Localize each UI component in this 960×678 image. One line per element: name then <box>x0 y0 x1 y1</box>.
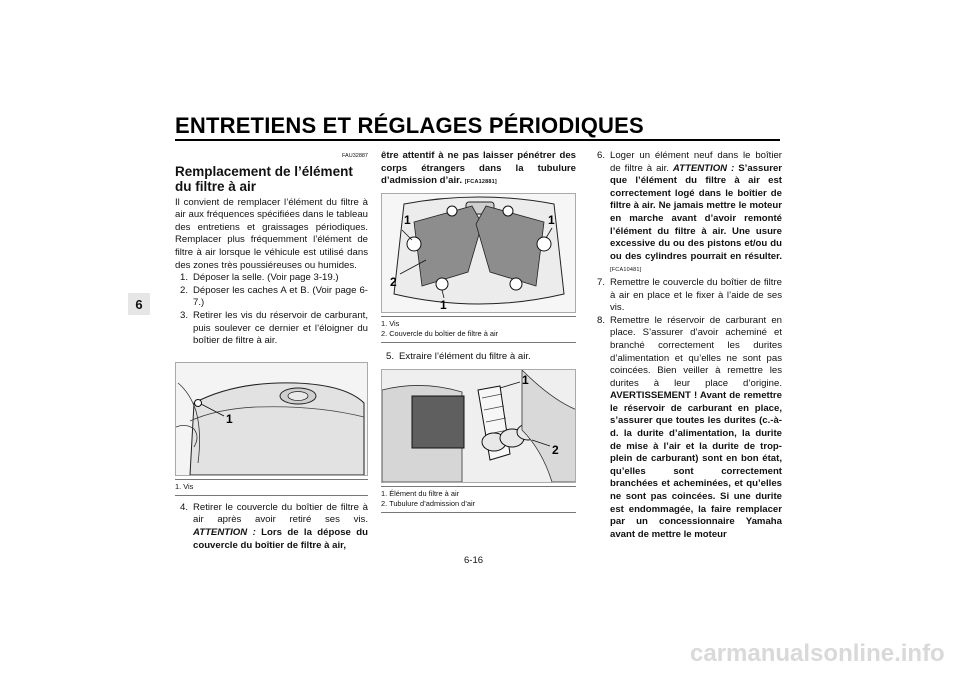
section-code: FAU32887 <box>342 153 368 159</box>
fig3-callout-intake: 2 <box>552 443 559 458</box>
page-number: 6-16 <box>464 555 484 566</box>
fig2-callout-screw-a: 1 <box>404 212 411 227</box>
header-rule <box>175 139 780 141</box>
step-8: 8. Remettre le réservoir de carburant en place. S’assurer d’avoir acheminé et branché correctement les durites d’alimentation et qu’elles ne sont pas coincées. Bien veiller à remettre les durites à leur place d’origine. AVERTISSEMENT ! Avant de remettre le réservoir de carburant en place, s’assurer que toutes les durites (c.-à-d. la durite d’alimentation, la durite de mise à l’air et la durite de trop-plein de carburant) sont en bon état, qu’elles sont correctement branchées et acheminées, et qu’elles ne sont pas coincées. Si une durite est endommagée, la faire remplacer par un concessionnaire Yamaha avant de mettre le moteur <box>596 314 782 540</box>
fig2-caption: 1. Vis 2. Couvercle du boîtier de filtre à air <box>381 316 576 343</box>
column-right <box>592 150 782 541</box>
step-4: 4. Retirer le couvercle du boîtier de filtre à air après avoir retiré ses vis. ATTENTION : Lors de la dépose du couvercle du boîtier de filtre à air, <box>179 501 368 551</box>
step-7: 7. Remettre le couvercle du boîtier de filtre à air en place et le fixer à l’aide de ses vis. <box>596 276 782 314</box>
watermark[interactable]: carmanualsonline.info <box>690 640 945 667</box>
chapter-tab[interactable]: 6 <box>128 293 150 315</box>
caution-label: ATTENTION : <box>672 162 735 174</box>
section-intro: Il convient de remplacer l’élément du filtre à air aux fréquences spécifiées dans le tableau des entretiens et graissages périodiques. Remplacer plus fréquemment l’élément de filtre à air lorsque le véhicule est utilisé dans des zones très poussiéreuses ou humides. <box>175 196 368 271</box>
fig2-callout-cover: 2 <box>390 274 397 289</box>
page-title: ENTRETIENS ET RÉGLAGES PÉRIODIQUES <box>175 113 644 138</box>
step-1: 1. Déposer la selle. (Voir page 3-19.) <box>179 272 339 284</box>
air-filter-illustration <box>382 370 576 482</box>
fig1-caption: 1. Vis <box>175 479 368 496</box>
figure-fuel-tank <box>175 362 368 476</box>
section-title: Remplacement de l’élément du filtre à air <box>175 163 353 194</box>
caution-text-continued: être attentif à ne pas laisser pénétrer des corps étrangers dans la tubulure d’admission d’air. [FCA12881] <box>381 150 576 187</box>
step-6: 6. Loger un élément neuf dans le boîtier de filtre à air. ATTENTION : S’assurer que l’élément du filtre à air est correctement logé dans le boîtier de filtre à air. Ne jamais mettre le moteur en marche avant d’avoir remonté l’élément du filtre à air. Une usure excessive du ou des pistons et/ou du ou des cylindres pourrait en résulter. [FCA10481] <box>596 150 783 274</box>
fig3-callout-element: 1 <box>522 373 529 388</box>
figure-air-filter <box>381 369 576 483</box>
step-2: 2. Déposer les caches A et B. (Voir page 6-7.) <box>179 284 368 309</box>
caution-code: [FCA10481] <box>610 267 642 274</box>
fuel-tank-illustration <box>176 363 368 475</box>
step-3: 3. Retirer les vis du réservoir de carburant, puis soulever ce dernier et l’éloigner du boîtier de filtre à air. <box>179 309 368 347</box>
fig2-callout-screw-c: 1 <box>440 297 447 312</box>
caution-text-part1: Lors de la dépose du couvercle du boîtier de filtre à air, <box>193 526 368 551</box>
caution-label: ATTENTION : <box>193 526 256 538</box>
column-middle <box>381 150 576 513</box>
step-5: 5. Extraire l’élément du filtre à air. <box>385 350 531 362</box>
fig1-callout-1: 1 <box>226 411 233 426</box>
fig2-callout-screw-b: 1 <box>548 212 555 227</box>
warning-text: AVERTISSEMENT ! Avant de remettre le réservoir de carburant en place, s’assurer que toutes les durites (c.-à-d. la durite d’alimentation, la durite de mise à l’air et la durite de trop-plein de carburant) sont en bon état, qu’elles sont correctement branchées et acheminées, et qu’elles ne sont pas coincées. Si une durite est endommagée, la faire remplacer par un concessionnaire Yamaha avant de mettre le moteur <box>610 390 782 540</box>
fig3-caption: 1. Élément du filtre à air 2. Tubulure d’admission d’air <box>381 486 576 513</box>
airbox-cover-illustration <box>382 194 576 312</box>
caution-text: S’assurer que l’élément du filtre à air est correctement logé dans le boîtier de filtre à air. Ne jamais mettre le moteur en marche avant d’avoir remonté l’élément du filtre à air. Une usure excessive du ou des pistons et/ou du ou des cylindres pourrait en résulter. <box>610 162 783 262</box>
column-left <box>175 150 368 552</box>
figure-airbox-cover <box>381 193 576 313</box>
